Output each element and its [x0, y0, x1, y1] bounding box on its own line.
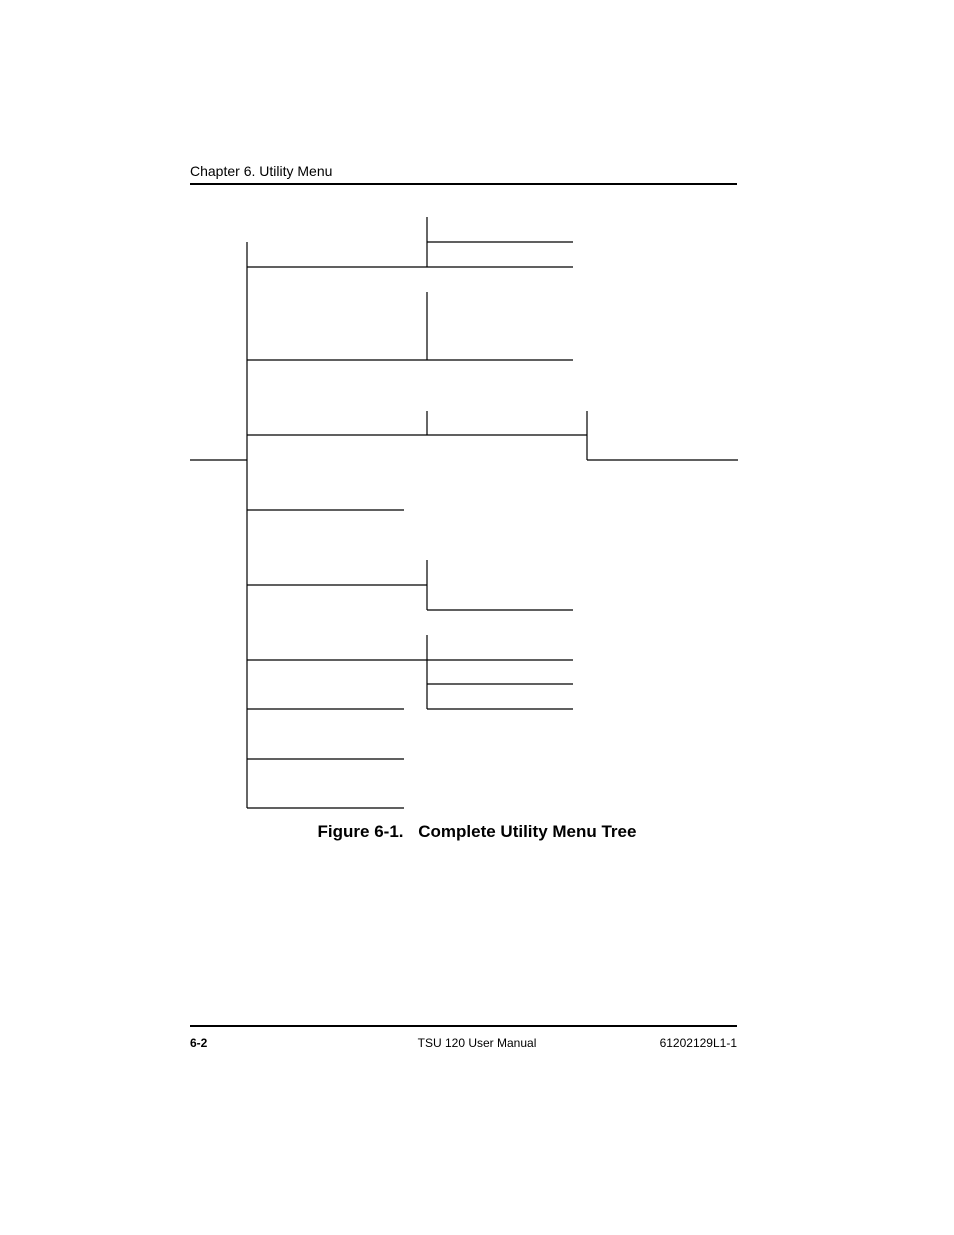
- document-number: 61202129L1-1: [659, 1036, 737, 1050]
- page-number: 6-2: [190, 1036, 208, 1050]
- figure-number: Figure 6-1.: [317, 822, 404, 841]
- footer-rule: [190, 1025, 737, 1027]
- chapter-header: Chapter 6. Utility Menu: [190, 163, 333, 179]
- figure-caption: [0, 822, 954, 842]
- manual-title: TSU 120 User Manual: [417, 1036, 537, 1050]
- figure-title: Complete Utility Menu Tree: [418, 822, 637, 841]
